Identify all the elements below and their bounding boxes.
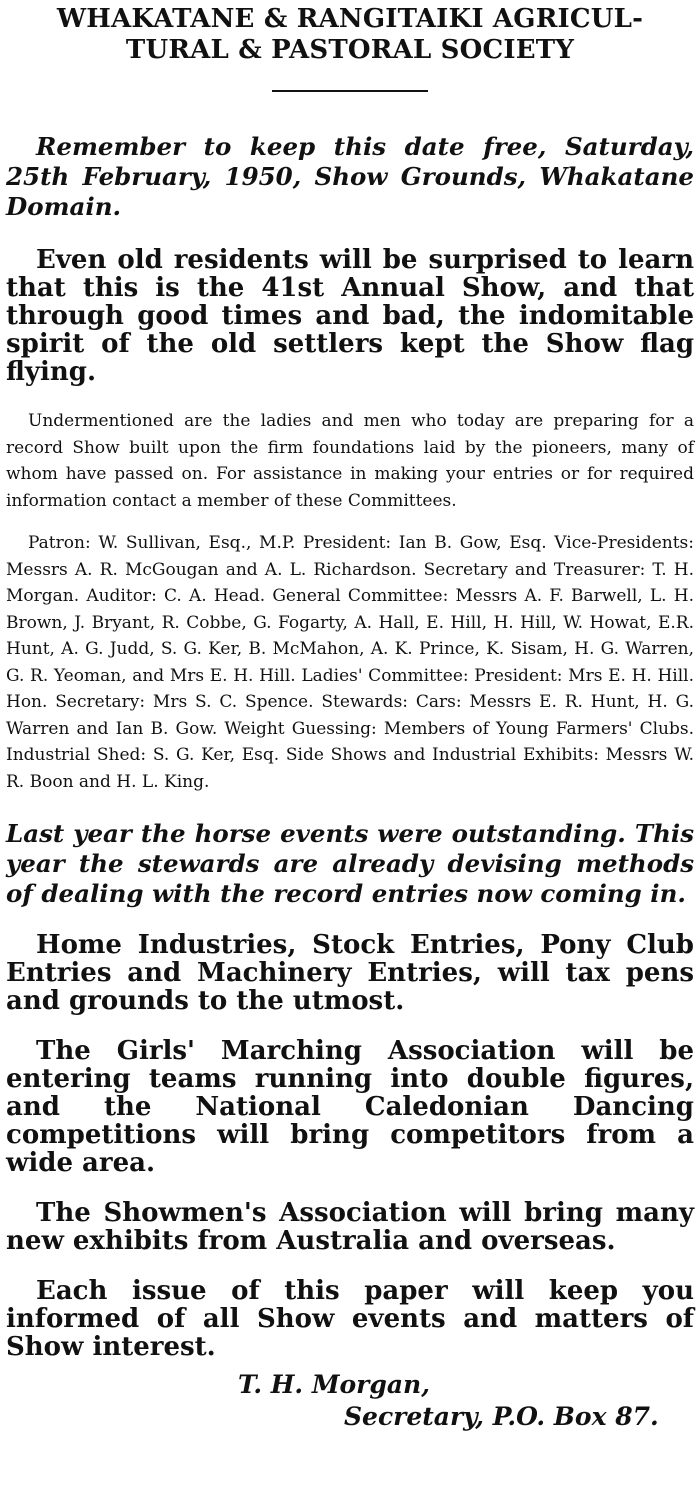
home-industries-paragraph: Home Industries, Stock Entries, Pony Club Entries and Machinery Entries, will tax pens and grounds to the utmost. <box>6 930 694 1016</box>
annual-show-paragraph: Even old residents will be surprised to learn that this is the 41st Annual Show, and that through good times and bad, the indomitable spirit of the old settlers kept the Show flag flying. <box>6 245 694 387</box>
marching-paragraph: The Girls' Marching Association will be entering teams running into double figures, and the National Caledonian Dancing competitions will bring competitors from a wide area. <box>6 1036 694 1178</box>
title-line-2: TURAL & PASTORAL SOCIETY <box>125 35 575 65</box>
signature-title: Secretary, P.O. Box 87. <box>344 1402 659 1431</box>
title-line-1: WHAKATANE & RANGITAIKI AGRICUL- <box>56 4 644 34</box>
signature-block <box>6 1369 694 1433</box>
officers-list-paragraph: Patron: W. Sullivan, Esq., M.P. President: Ian B. Gow, Esq. Vice-Presidents: Messrs A. R. McGougan and A. L. Richardson. Secretary and Treasurer: T. H. Morgan. Auditor: C. A. Head. General Committee: Messrs A. F. Barwell, L. H. Brown, J. Bryant, R. Cobbe, G. Fogarty, A. Hall, E. Hill, H. Hill, W. Howat, E.R. Hunt, A. G. Judd, S. G. Ker, B. McMahon, A. K. Prince, K. Sisam, H. G. Warren, G. R. Yeoman, and Mrs E. H. Hill. Ladies' Committee: President: Mrs E. H. Hill. Hon. Secretary: Mrs S. C. Spence. Stewards: Cars: Messrs E. R. Hunt, H. G. Warren and Ian B. Gow. Weight Guessing: Members of Young Farmers' Clubs. Industrial Shed: S. G. Ker, Esq. Side Shows and Industrial Exhibits: Messrs W. R. Boon and H. L. King. <box>6 533 694 792</box>
date-reminder: Remember to keep this date free, Saturday, 25th February, 1950, Show Grounds, Whakatane Domain. <box>6 132 694 221</box>
signature-name: T. H. Morgan, <box>238 1370 430 1399</box>
each-issue-paragraph: Each issue of this paper will keep you informed of all Show events and matters of Show interest. <box>6 1276 694 1362</box>
title-divider <box>272 90 428 92</box>
committees-intro-paragraph: Undermentioned are the ladies and men who today are preparing for a record Show built upon the firm foundations laid by the pioneers, many of whom have passed on. For assistance in making your entries or for required information contact a member of these Committees. <box>6 411 694 511</box>
society-title <box>6 0 694 66</box>
showmen-paragraph: The Showmen's Association will bring many new exhibits from Australia and overseas. <box>6 1198 694 1256</box>
horse-events-paragraph: Last year the horse events were outstanding. This year the stewards are already devising methods of dealing with the record entries now coming in. <box>6 819 694 908</box>
